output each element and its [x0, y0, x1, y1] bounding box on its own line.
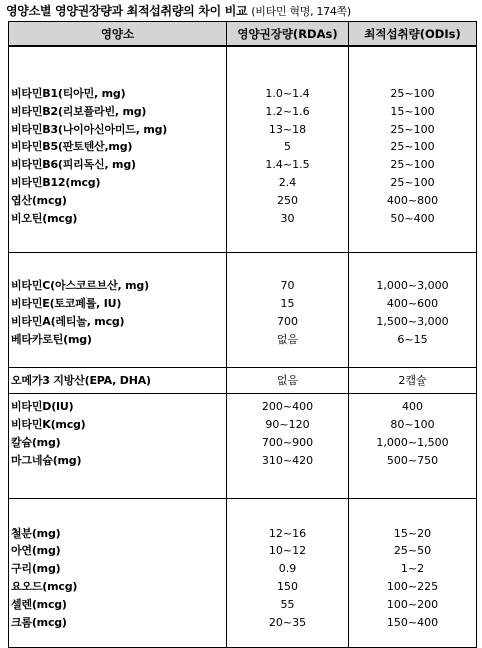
- odi-value: 2캡슐: [398, 373, 427, 387]
- odi-value: 15~100: [390, 104, 435, 118]
- nutrient-name: 비타민B1(티아민, mg): [11, 87, 126, 100]
- rda-value-cell: [227, 46, 349, 253]
- odi-value-cell: [349, 498, 477, 648]
- rda-value-cell: [227, 367, 349, 394]
- rda-value: 5: [284, 140, 291, 154]
- nutrient-name: 크롬(mcg): [11, 615, 67, 629]
- odi-value-cell: [349, 46, 477, 253]
- header-nutrient: 영양소: [9, 22, 227, 47]
- nutrient-name: 비타민K(mcg): [11, 418, 86, 432]
- rda-value: 13~18: [268, 122, 307, 136]
- odi-value: 150~400: [386, 615, 439, 629]
- header-rda: 영양권장량(RDAs): [227, 22, 349, 47]
- title-source: (비타민 혁명, 174쪽): [251, 5, 351, 18]
- odi-value: 1,500~3,000: [376, 314, 449, 328]
- odi-value: 1~2: [400, 562, 425, 576]
- odi-value: 1,000~3,000: [376, 279, 449, 293]
- table-body: [9, 46, 477, 648]
- nutrient-name: 비타민B6(피리독신, mg): [11, 158, 136, 172]
- rda-value: 150: [277, 579, 298, 593]
- odi-value: 50~400: [390, 211, 435, 225]
- odi-value-cell: [349, 394, 477, 498]
- rda-value: 70: [280, 279, 295, 293]
- rda-value: 90~120: [265, 418, 310, 432]
- group-row: [9, 253, 477, 367]
- rda-value: 700~900: [261, 435, 314, 449]
- header-row: [9, 22, 477, 47]
- nutrient-name: 비오틴(mcg): [11, 211, 78, 225]
- table-title: [6, 2, 351, 19]
- odi-value: 25~100: [390, 158, 435, 172]
- rda-value: 1.4~1.5: [265, 158, 310, 172]
- nutrient-name: 비타민B2(리보플라빈, mg): [11, 104, 147, 118]
- nutrient-name-cell: [9, 253, 227, 367]
- nutrient-name: 엽산(mcg): [11, 193, 67, 207]
- rda-value-cell: [227, 394, 349, 498]
- odi-value: 400: [402, 400, 423, 414]
- rda-value-cell: [227, 498, 349, 648]
- rda-value: 200~400: [261, 400, 314, 414]
- group-row: [9, 46, 477, 253]
- nutrient-table: [8, 21, 477, 648]
- odi-value: 500~750: [386, 453, 439, 467]
- nutrient-name-cell: [9, 367, 227, 394]
- nutrient-name: 구리(mg): [11, 562, 61, 576]
- rda-value: 0.9: [278, 562, 297, 576]
- group-row: [9, 367, 477, 394]
- rda-value-cell: [227, 253, 349, 367]
- rda-value: 310~420: [261, 453, 314, 467]
- nutrient-name: 셀렌(mcg): [11, 597, 67, 611]
- group-row: [9, 498, 477, 648]
- nutrient-name: 요오드(mcg): [11, 579, 78, 593]
- rda-value: 없음: [276, 332, 299, 346]
- rda-value: 10~12: [268, 544, 307, 558]
- nutrient-name-cell: [9, 46, 227, 253]
- nutrient-name: 마그네슘(mg): [11, 453, 82, 467]
- rda-value: 250: [277, 193, 298, 207]
- rda-value: 없음: [276, 373, 299, 387]
- nutrient-name: 철분(mg): [11, 526, 61, 540]
- nutrient-name: 아연(mg): [11, 544, 61, 558]
- nutrient-name: 비타민A(레티놀, mcg): [11, 314, 125, 328]
- rda-value: 700: [277, 314, 298, 328]
- rda-value: 30: [280, 211, 295, 225]
- rda-value: 1.0~1.4: [265, 87, 310, 100]
- rda-value: 1.2~1.6: [265, 104, 310, 118]
- rda-value: 12~16: [268, 526, 307, 540]
- nutrient-name-cell: [9, 498, 227, 648]
- odi-value: 25~100: [390, 140, 435, 154]
- nutrient-name: 비타민C(아스코르브산, mg): [11, 279, 149, 293]
- header-odi: 최적섭취량(ODIs): [349, 22, 477, 47]
- nutrient-name: 칼슘(mg): [11, 435, 61, 449]
- odi-value: 100~200: [386, 597, 439, 611]
- group-row: [9, 394, 477, 498]
- nutrient-name: 비타민B12(mcg): [11, 175, 101, 189]
- rda-value: 2.4: [278, 175, 297, 189]
- odi-value: 100~225: [386, 579, 439, 593]
- odi-value: 25~100: [390, 175, 435, 189]
- odi-value: 1,000~1,500: [376, 435, 449, 449]
- nutrient-name: 비타민B3(나이아신아미드, mg): [11, 122, 168, 136]
- odi-value: 400~600: [386, 297, 439, 311]
- odi-value: 25~100: [390, 87, 435, 100]
- rda-value: 15: [280, 297, 295, 311]
- nutrient-name: 오메가3 지방산(EPA, DHA): [11, 373, 151, 387]
- odi-value: 25~50: [393, 544, 432, 558]
- nutrient-name: 비타민E(토코페롤, IU): [11, 297, 122, 311]
- odi-value: 25~100: [390, 122, 435, 136]
- nutrient-name-cell: [9, 394, 227, 498]
- nutrient-name: 비타민D(IU): [11, 400, 74, 414]
- odi-value: 400~800: [386, 193, 439, 207]
- odi-value: 80~100: [390, 418, 435, 432]
- nutrient-name: 비타민B5(판토텐산,mg): [11, 140, 133, 154]
- rda-value: 20~35: [268, 615, 307, 629]
- odi-value: 15~20: [393, 526, 432, 540]
- odi-value: 6~15: [397, 332, 428, 346]
- odi-value-cell: [349, 253, 477, 367]
- rda-value: 55: [280, 597, 295, 611]
- nutrient-name: 베타카로틴(mg): [11, 332, 92, 346]
- title-text: 영양소별 영양권장량과 최적섭취량의 차이 비교: [6, 4, 248, 18]
- odi-value-cell: [349, 367, 477, 394]
